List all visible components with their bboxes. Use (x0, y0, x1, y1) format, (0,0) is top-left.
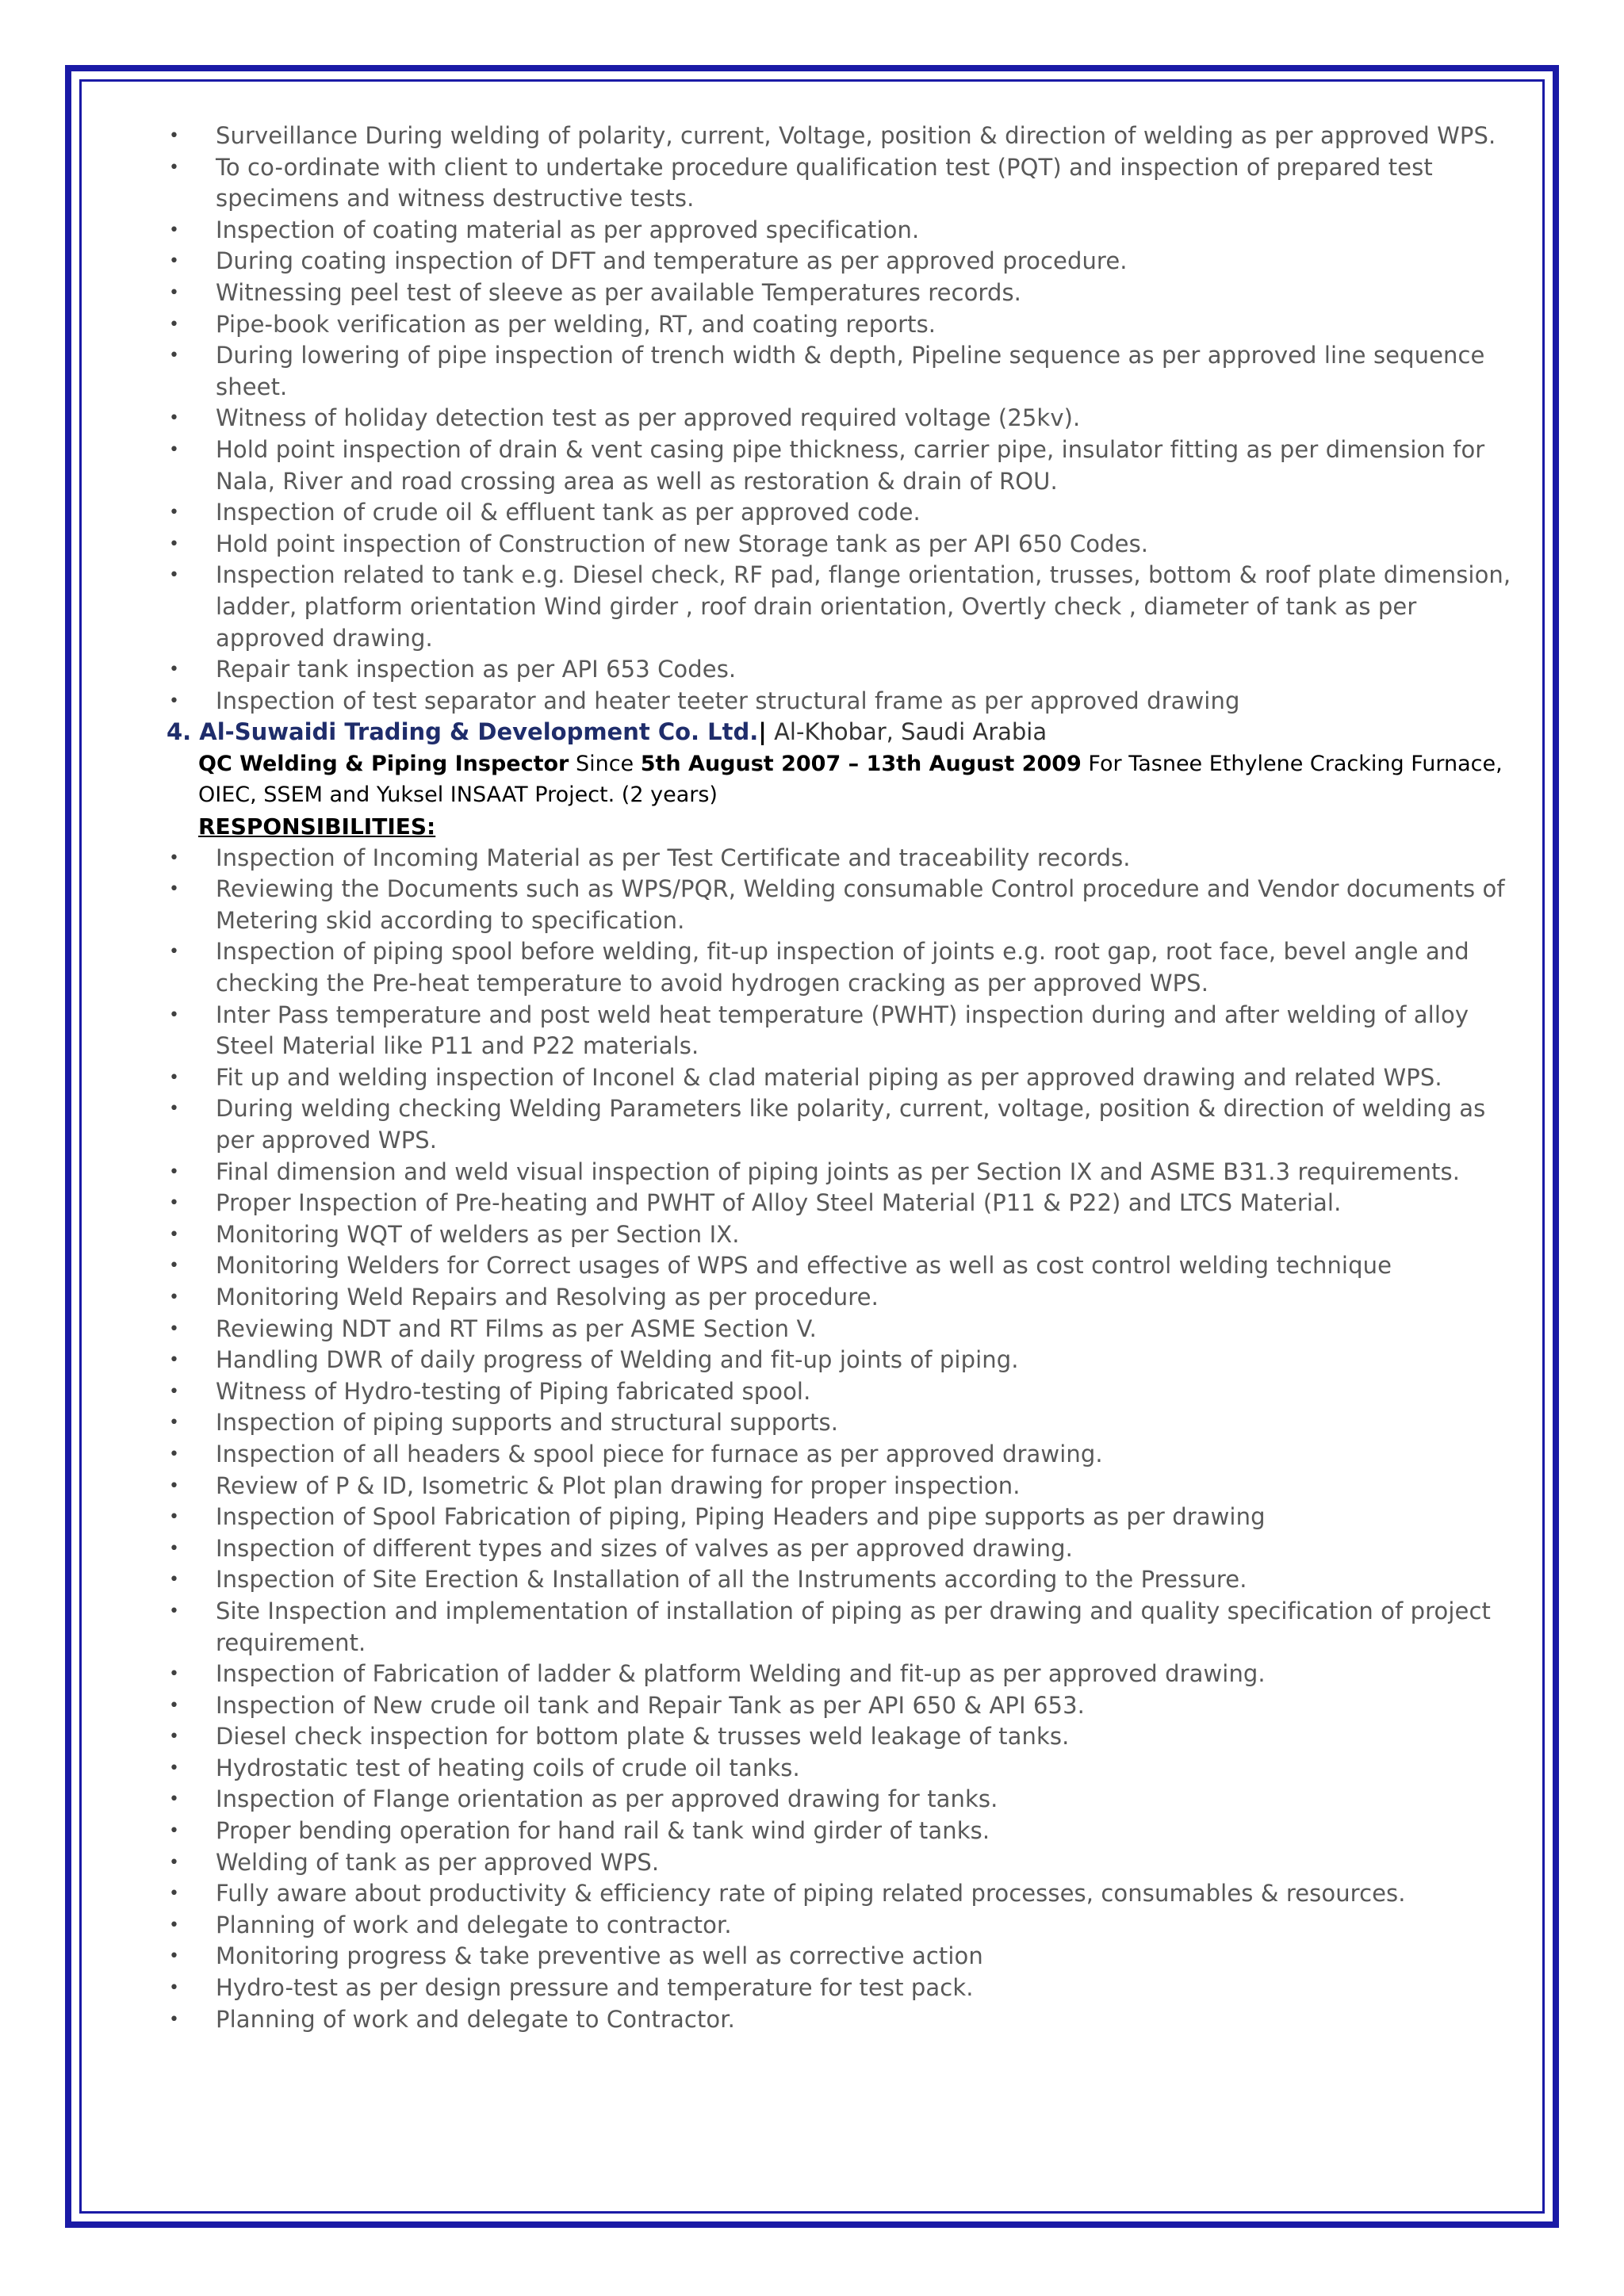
list-item: • Inspection related to tank e.g. Diesel check, RF pad, flange orientation, trusses, bottom & roof plate dimension, ladder, platform orientation Wind girder , roof drain orientation, Overtly check , diameter of tank as per approved drawing. (169, 561, 1511, 652)
responsibilities-heading: RESPONSIBILITIES: (198, 813, 436, 840)
resume-content (0, 121, 1624, 2035)
role-project: For Tasnee Ethylene Cracking Furnace, OIEC, SSEM and Yuksel INSAAT Project. (2 years) (198, 751, 1503, 808)
bullet-icon: • (169, 1821, 180, 1842)
bullet-icon: • (169, 1224, 180, 1245)
bullet-icon: • (169, 1789, 180, 1810)
list-item: • Monitoring progress & take preventive as well as corrective action (216, 1941, 1516, 1973)
list-item: • Witnessing peel test of sleeve as per available Temperatures records. (216, 277, 1516, 309)
list-item: • Repair tank inspection as per API 653 Codes. (216, 654, 1516, 686)
list-item: • Inspection of Site Erection & Installation of all the Instruments according to the Pressure. (216, 1564, 1516, 1596)
list-item: • Site Inspection and implementation of installation of piping as per drawing and quality specification of project requirement. (169, 1597, 1491, 1656)
bullet-icon: • (169, 660, 180, 680)
list-item: • Monitoring Weld Repairs and Resolving as per procedure. (216, 1282, 1516, 1314)
bullet-icon: • (169, 157, 180, 178)
bullet-icon: • (169, 314, 180, 335)
list-item: • Pipe-book verification as per welding, RT, and coating reports. (216, 309, 1516, 341)
list-item: • Welding of tank as per approved WPS. (216, 1847, 1516, 1879)
list-item: • Diesel check inspection for bottom plate & trusses weld leakage of tanks. (216, 1721, 1516, 1753)
bullet-icon: • (169, 503, 180, 523)
bullet-icon: • (169, 126, 180, 146)
bullet-icon: • (169, 1004, 180, 1025)
bullet-icon: • (169, 1256, 180, 1276)
bullet-icon: • (169, 534, 180, 554)
bullet-icon: • (169, 1601, 180, 1621)
bullet-icon: • (169, 1193, 180, 1214)
list-item: • Reviewing NDT and RT Films as per ASME Section V. (216, 1314, 1516, 1345)
company-heading (167, 717, 1624, 748)
list-item: • During welding checking Welding Parameters like polarity, current, voltage, position & direction of welding as per approved WPS. (169, 1095, 1486, 1154)
list-item: • Inspection of crude oil & effluent tank as per approved code. (216, 497, 1516, 529)
bullet-icon: • (169, 1978, 180, 1999)
bullet-icon: • (169, 2009, 180, 2030)
bullet-icon: • (169, 1318, 180, 1339)
bullet-icon: • (169, 1350, 180, 1371)
bullet-icon: • (169, 1507, 180, 1528)
duties-list-previous (0, 121, 1624, 717)
bullet-icon: • (169, 251, 180, 272)
bullet-icon: • (169, 1475, 180, 1496)
list-item: • Fit up and welding inspection of Inconel & clad material piping as per approved drawing and related WPS. (216, 1062, 1516, 1094)
list-item: • Surveillance During welding of polarity, current, Voltage, position & direction of welding as per approved WPS. (216, 121, 1516, 152)
company-separator: | (758, 718, 767, 746)
list-item: • Inspection of all headers & spool piece for furnace as per approved drawing. (216, 1439, 1516, 1471)
list-item: • Inter Pass temperature and post weld heat temperature (PWHT) inspection during and after welding of alloy Steel Material like P11 and P22 materials. (169, 1001, 1469, 1060)
list-item: • Inspection of coating material as per approved specification. (216, 215, 1516, 247)
bullet-icon: • (169, 1287, 180, 1307)
role-since: Since (569, 751, 641, 776)
bullet-icon: • (169, 1444, 180, 1464)
bullet-icon: • (169, 1067, 180, 1088)
list-item: • Witness of Hydro-testing of Piping fabricated spool. (216, 1376, 1516, 1408)
list-item: • Monitoring WQT of welders as per Section IX. (216, 1219, 1516, 1251)
bullet-icon: • (169, 220, 180, 240)
list-item: • Reviewing the Documents such as WPS/PQR, Welding consumable Control procedure and Vendor documents of Metering skid according to specification. (169, 875, 1505, 934)
list-item: • Hydrostatic test of heating coils of crude oil tanks. (216, 1753, 1516, 1785)
company-location: Al-Khobar, Saudi Arabia (766, 718, 1048, 746)
bullet-icon: • (169, 1381, 180, 1402)
bullet-icon: • (169, 942, 180, 962)
bullet-icon: • (169, 1758, 180, 1778)
list-item: • Review of P & ID, Isometric & Plot plan drawing for proper inspection. (216, 1471, 1516, 1502)
bullet-icon: • (169, 1099, 180, 1119)
bullet-icon: • (169, 1946, 180, 1967)
list-item: • Inspection of piping supports and structural supports. (216, 1407, 1516, 1439)
list-item: • To co-ordinate with client to undertake procedure qualification test (PQT) and inspection of prepared test specimens and witness destructive tests. (169, 153, 1433, 212)
list-item: • Final dimension and weld visual inspection of piping joints as per Section IX and ASME B31.3 requirements. (216, 1157, 1516, 1188)
list-item: • During lowering of pipe inspection of trench width & depth, Pipeline sequence as per approved line sequence sheet. (169, 342, 1485, 400)
list-item: • Handling DWR of daily progress of Welding and fit-up joints of piping. (216, 1345, 1516, 1376)
list-item: • Inspection of New crude oil tank and Repair Tank as per API 650 & API 653. (216, 1690, 1516, 1722)
bullet-icon: • (169, 1570, 180, 1590)
bullet-icon: • (169, 1161, 180, 1182)
list-item: • Hydro-test as per design pressure and temperature for test pack. (216, 1973, 1516, 2004)
list-item: • Inspection of different types and sizes of valves as per approved drawing. (216, 1533, 1516, 1565)
responsibilities-list (0, 843, 1624, 2036)
role-dates: 5th August 2007 – 13th August 2009 (640, 751, 1082, 776)
bullet-icon: • (169, 439, 180, 460)
bullet-icon: • (169, 848, 180, 868)
bullet-icon: • (169, 1538, 180, 1559)
bullet-icon: • (169, 1884, 180, 1904)
list-item: • Proper bending operation for hand rail & tank wind girder of tanks. (216, 1816, 1516, 1847)
bullet-icon: • (169, 1727, 180, 1747)
role-line (198, 748, 1515, 811)
bullet-icon: • (169, 408, 180, 429)
list-item: • Witness of holiday detection test as per approved required voltage (25kv). (216, 403, 1516, 434)
list-item: • Planning of work and delegate to contractor. (216, 1910, 1516, 1942)
role-title: QC Welding & Piping Inspector (198, 751, 569, 776)
list-item: • During coating inspection of DFT and temperature as per approved procedure. (216, 246, 1516, 277)
bullet-icon: • (169, 1852, 180, 1873)
list-item: • Proper Inspection of Pre-heating and PWHT of Alloy Steel Material (P11 & P22) and LTCS Material. (216, 1188, 1516, 1219)
list-item: • Monitoring Welders for Correct usages of WPS and effective as well as cost control welding technique (216, 1250, 1516, 1282)
bullet-icon: • (169, 282, 180, 303)
list-item: • Inspection of Fabrication of ladder & platform Welding and fit-up as per approved drawing. (216, 1659, 1516, 1690)
list-item: • Fully aware about productivity & efficiency rate of piping related processes, consumables & resources. (216, 1878, 1516, 1910)
bullet-icon: • (169, 691, 180, 711)
list-item: • Hold point inspection of Construction of new Storage tank as per API 650 Codes. (216, 529, 1516, 561)
list-item: • Hold point inspection of drain & vent casing pipe thickness, carrier pipe, insulator fitting as per dimension for Nala, River and road crossing area as well as restoration & drain of ROU. (169, 435, 1485, 495)
list-item: • Inspection of Spool Fabrication of piping, Piping Headers and pipe supports as per drawing (216, 1502, 1516, 1533)
bullet-icon: • (169, 1915, 180, 1935)
list-item: • Inspection of test separator and heater teeter structural frame as per approved drawing (216, 686, 1516, 718)
list-item: • Inspection of piping spool before welding, fit-up inspection of joints e.g. root gap, root face, bevel angle and checking the Pre-heat temperature to avoid hydrogen cracking as per approved WPS. (169, 938, 1469, 997)
list-item: • Planning of work and delegate to Contractor. (216, 2004, 1516, 2036)
bullet-icon: • (169, 879, 180, 900)
bullet-icon: • (169, 346, 180, 366)
bullet-icon: • (169, 1695, 180, 1716)
bullet-icon: • (169, 1664, 180, 1685)
list-item: • Inspection of Incoming Material as per Test Certificate and traceability records. (216, 843, 1516, 874)
company-name: 4. Al-Suwaidi Trading & Development Co. Ltd. (167, 718, 759, 746)
list-item: • Inspection of Flange orientation as per approved drawing for tanks. (216, 1784, 1516, 1816)
bullet-icon: • (169, 565, 180, 586)
bullet-icon: • (169, 1413, 180, 1433)
